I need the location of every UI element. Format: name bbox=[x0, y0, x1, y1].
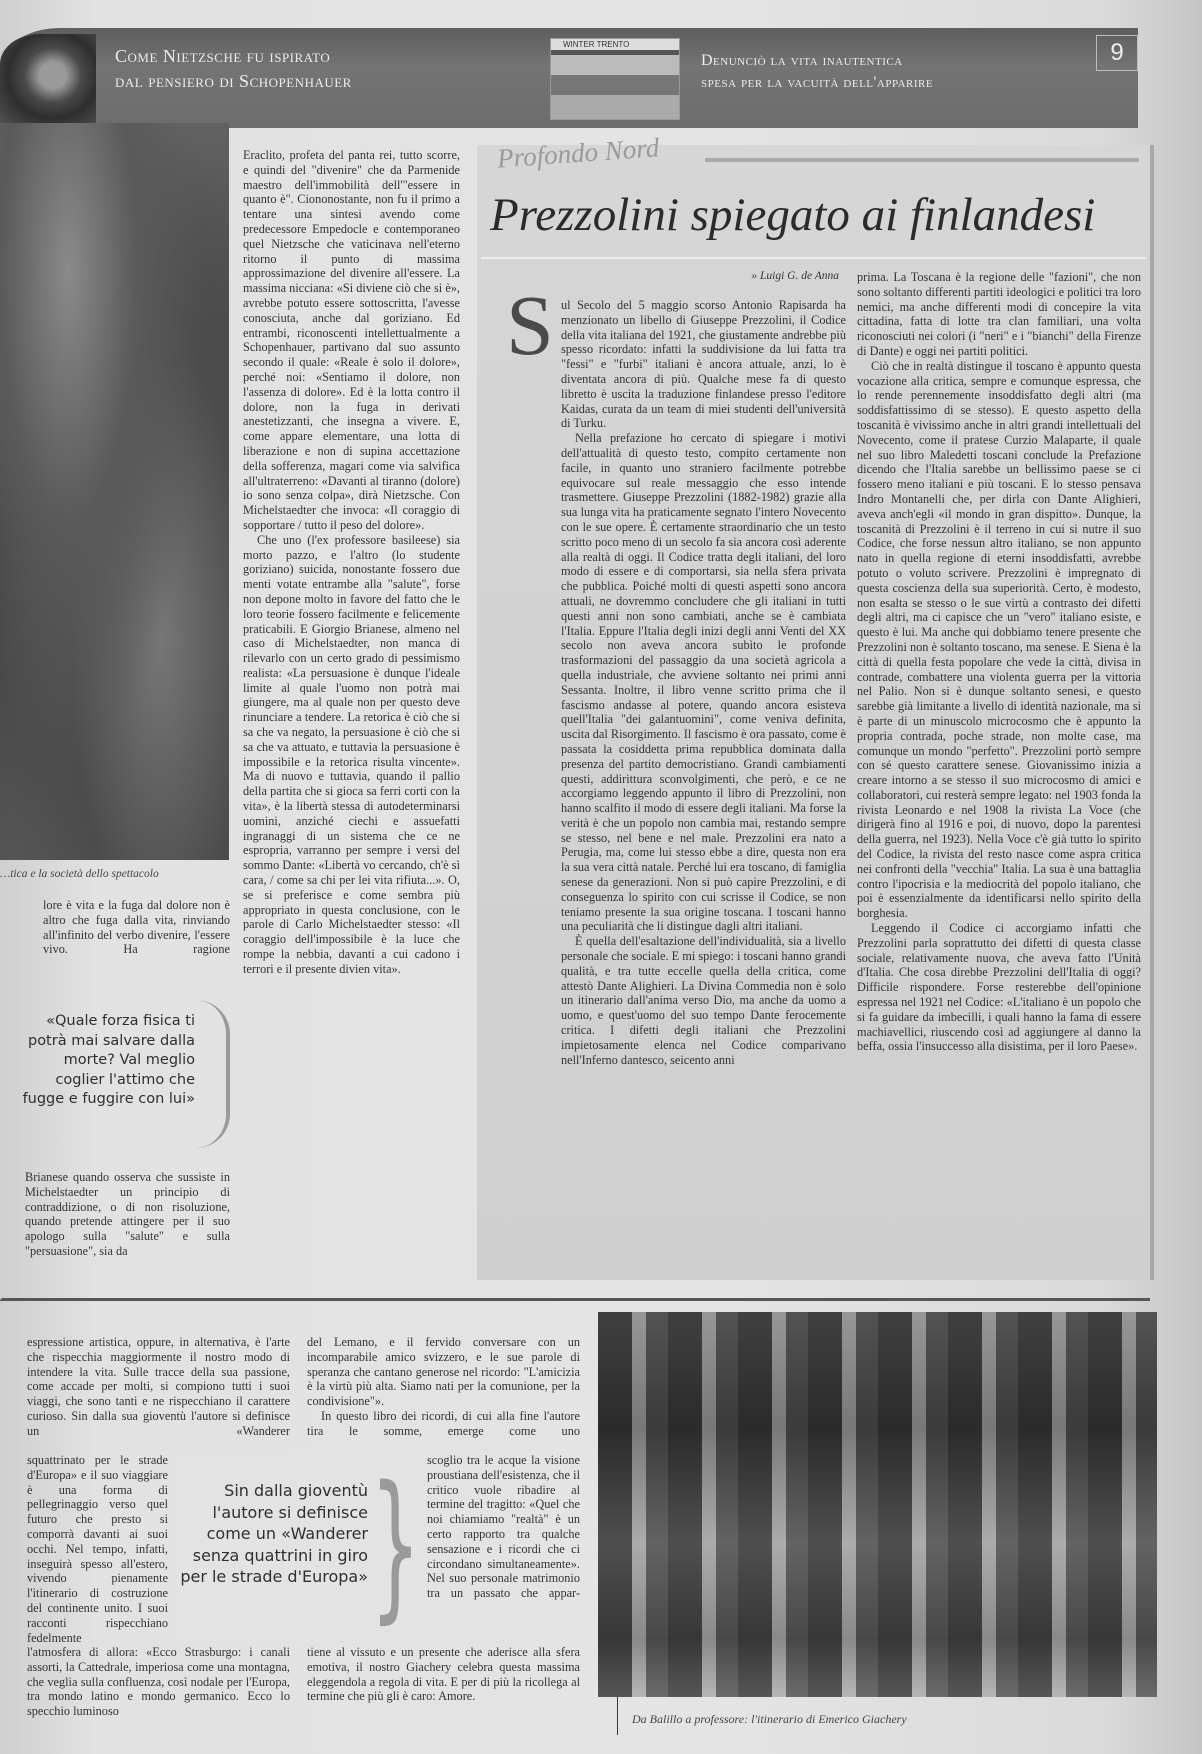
bottom-col2-top bbox=[307, 1335, 580, 1439]
header-left-teaser[interactable] bbox=[115, 44, 352, 94]
header-right-title-line2: spesa per la vacuità dell'apparire bbox=[701, 74, 934, 91]
left-col1-bottom-text: Brianese quando osserva che sussiste in Michelstaedter un principio di contraddizione, o di non risoluzione, quando pretende attingere per il suo apologo sulla "salute" e sulla "persuasione", sia da bbox=[25, 1170, 230, 1258]
left-photo-caption: …tica e la società dello spettacolo bbox=[0, 868, 159, 880]
left-col2-paragraph: Che uno (l'ex professore basileese) sia morto pazzo, e l'altro (lo studente goriziano) suicida, nonostante fossero due menti votate entrambe alla "salute", forse non depone molto in favore del fatto che le loro teorie fossero facilmente e felicemente praticabili. E Giorgio Brianese, almeno nel caso di Michelstaedter, non manca di rilevarlo con un certo grado di pessimismo realista: «La persuasione è dunque l'ideale limite al quale l'uomo non potrà mai giungere, ma al quale non per questo deve rinunciare a tendere. La retorica è ciò che si sa che va negato, la persuasione è ciò che si sa che va attuato, e tuttavia la persuasione è impossibile e la retorica risulta vincente». Ma di nuovo e tuttavia, quando il pallio della partita che si gioca sa ferri corti con la vita», è la libertà stessa di autodeterminarsi uomini, anziché ciechi e assuefatti ingranaggi di un sistema che ce ne espropria, varranno per sempre i versi del sommo Dante: «Libertà vo cercando, ch'è sì cara, / come sa chi per lei vita rifiuta...». O, se si preferisce e come sembra più appropriato in questa conclusione, con le parole di Carlo Michelstaedter stesso: «Il coraggio dell'impossibile è la luce che rompe la nebbia, davanti a cui cadono i terrori e il presente divien vita». bbox=[243, 532, 460, 976]
article-byline: » Luigi G. de Anna bbox=[751, 270, 839, 282]
article-headline: Prezzolini spiegato ai finlandesi bbox=[490, 189, 1096, 241]
left-col2-paragraph: Eraclito, profeta del panta rei, tutto scorre, e quindi del "divenire" che da Parmenide maestro dell'immobilità dell'"essere in quanto è". Ciononostante, non fu il primo a tentare una sintesi avendo come predecessore Empedocle e contemporaneo quel Nietzsche che vaticinava nell'eterno ritorno il punto di massima approssimazione del divenire all'essere. La massima nicciana: «Si diviene ciò che si è», avrebbe potuto essere sottoscritta, l'avesse conosciuta, anche dal goriziano. Ed entrambi, riconoscenti intellettualmente a Schopenhauer, partivano dal suo assunto secondo il quale: «Reale è solo il dolore», perché noi: «Sentiamo il dolore, non l'assenza di dolore». Ed è la lotta contro il dolore, non la fuga in derivati anestetizzanti, che insegna a vivere. E, come appare elementare, una lotta di liberazione e non di supina accettazione della sofferenza, magari come via salvifica all'ultraterreno: «Davanti al tiranno (dolore) io sono senza colpa», dirà Nietzsche. Con Michelstaedter che invoca: «Il coraggio di sopportare / tutto il peso del dolore». bbox=[243, 148, 460, 532]
left-pull-quote: «Quale forza fisica ti potrà mai salvare dalla morte? Val meglio coglier l'attimo che fugge e fuggire con lui» bbox=[22, 1013, 195, 1107]
header-left-title-line1: Come Nietzsche fu ispirato bbox=[115, 46, 331, 66]
header-right-teaser[interactable] bbox=[701, 50, 933, 94]
section-label-profondo-nord: Profondo Nord bbox=[496, 132, 661, 174]
bottom-pull-quote: Sin dalla gioventù l'autore si definisce come un «Wanderer senza quattrini in giro per le strade d'Europa» bbox=[180, 1481, 368, 1586]
pull-quote-brace-icon: } bbox=[370, 1451, 421, 1638]
bottom-col1-middle-text: squattrinato per le strade d'Europa» e il suo viaggiare è una forma di pellegrinaggio verso quel futuro che presto si comporrà davanti ai suoi occhi. Nel tempo, infatti, inseguirà spesso all'estero, vivendo pienamente l'itinerario di costruzione del continente unito. I suoi racconti rispecchiano fedelmente bbox=[27, 1453, 168, 1645]
main-col-b-paragraph: Ciò che in realtà distingue il toscano è appunto questa vocazione alla critica, sempre e comunque espressa, che lo rende perennemente insoddisfatto degli altri (ma soddisfattissimo di se stesso). E questo aspetto della toscanità è vivissimo anche in altri grandi intellettuali del Novecento, come il pratese Curzio Malaparte, il quale nel suo libro Maledetti toscani conclude la Prefazione dicendo che l'Italia sarebbe un bellissimo paese se ci fossero meno italiani e più toscani. E lo stesso pensava Indro Montanelli che, per dirla con Dante Alighieri, aveva anch'egli «il mondo in gran dispitto». Dunque, la toscanità di Prezzolini è il terreno in cui si nutre il suo Codice, che forse nessun altro italiano, se non appunto nato in quella regione di eterni insoddisfatti, avrebbe potuto o voluto scrivere. Prezzolini è impregnato di questa coscienza della sua superiorità. Certo, è modesto, non esalta se stesso o le sue virtù a contrasto dei difetti degli altri, ma ci capisce che un "vero" italiano esiste, e questo è lui. Ma anche qui dobbiamo tenere presente che Prezzolini non è soltanto toscano, ma senese. E Siena è la città di quella festa popolare che vede la città, divisa in contrade, combattere una violenta guerra per la vittoria nel Palio. Non si è dunque soltanto senesi, e questo sarebbe già limitante a livello di identità nazionale, ma si è parte di un minuscolo microcosmo che è appunto la propria contrada, poche strade, non molte case, ma comunque un mondo "perfetto". Prezzolini portò sempre con sé questo carattere senese. Giovanissimo inizia a creare intorno a se stesso il suo microcosmo di amici e collaboratori, cui resterà sempre legato: nel 1903 fonda la rivista Leonardo e nel 1908 la rivista La Voce (che dirigerà fino al 1916 e poi, di nuovo, dopo la parentesi della guerra, nel 1923). Nella Voce c'è già tutto lo spirito del Codice, la rivista del resto nasce come aspra critica nei confronti della "vecchia" Italia. La sua è una battaglia contro l'ipocrisia e la mediocrità del popolo italiano, che poi è essenzialmente da identificarsi nello spirito della borghesia. bbox=[857, 358, 1141, 921]
bottom-col2-middle-text: scoglio tra le acque la visione proustiana dell'esistenza, che il critico vuole ribadire al termine del tragitto: «Quel che noi chiamiamo "realtà" è un certo rapporto tra qualche sensazione e i ricordi che ci circondano simultaneamente». Nel suo personale matrimonio tra un passato che appar- bbox=[427, 1453, 580, 1601]
section-rule bbox=[705, 158, 1139, 162]
left-article-photo bbox=[0, 123, 229, 860]
main-col-b-paragraph: Leggendo il Codice ci accorgiamo infatti che Prezzolini parla soprattutto dei difetti di questa classe sociale, relativamente nuova, che aveva fatto l'Unità d'Italia. Che cosa direbbe Prezzolini dell'Italia di oggi? Difficile rispondere. Forse resterebbe dell'opinione espressa nel 1921 nel Codice: «L'italiano è un popolo che si fa guidare da imbecilli, i quali hanno la fama di essere machiavellici, riuscendo così ad aggiungere al danno la beffa, ossia l'insuccesso alla disistima, per il loro Paese». bbox=[857, 921, 1141, 1054]
page-number: 9 bbox=[1096, 35, 1138, 71]
header-left-title-line2: dal pensiero di Schopenhauer bbox=[115, 71, 352, 91]
drop-cap: S bbox=[506, 277, 554, 373]
pull-quote-bracket-icon bbox=[196, 1000, 230, 1148]
bottom-section-divider bbox=[0, 1298, 1150, 1301]
bottom-col1-bottom-text: l'atmosfera di allora: «Ecco Strasburgo: i canali assorti, la Cattedrale, imperiosa come una montagna, che veglia sulla confluenza, così nodale per l'Europa, tra mondo latino e mondo germanico. Ecco lo specchio luminoso bbox=[27, 1645, 290, 1719]
left-col1-top-text: lore è vita e la fuga dal dolore non è altro che fuga dalla vita, rinviando all'infinito del verbo divenire, l'essere vivo. Ha ragione bbox=[43, 898, 230, 957]
main-col-a-paragraph: ul Secolo del 5 maggio scorso Antonio Rapisarda ha menzionato un libello di Giuseppe Prezzolini, il Codice della vita italiana del 1921, che giustamente andrebbe più spesso ricordato: infatti la suddivisione da lui fatta tra "fessi" e "furbi" italiani è ancora attuale, anzi, lo è diventata ancora di più. Qualche mese fa di questo libretto è uscita la traduzione finlandese presso l'editore Kaidas, curata da un team di miei studenti dell'università di Turku. bbox=[561, 298, 846, 431]
bottom-col2-bottom-text: tiene al vissuto e un presente che aderisce alla sfera emotiva, il nostro Giachery celebra questa massima eleggendola a regola di vita. E per di più la ricollega al termine che più gli è caro: Amore. bbox=[307, 1645, 580, 1704]
main-col-a bbox=[561, 298, 846, 1067]
bottom-col2-paragraph: del Lemano, e il fervido conversare con un incomparabile amico svizzero, e le sue parole di speranza che cantano generose nel ricordo: "L'amicizia è la virtù più alta. Siamo nati per la comunione, per la condivisione"». bbox=[307, 1335, 580, 1409]
balilla-boys-marching-photo bbox=[598, 1312, 1157, 1697]
header-right-title-line1: Denunciò la vita inautentica bbox=[701, 52, 903, 69]
caption-rule bbox=[617, 1697, 618, 1735]
main-col-a-paragraph: Nella prefazione ho cercato di spiegare i motivi dell'attualità di questo testo, compito certamente non facile, in quanto uno straniero facilmente potrebbe equivocare sul reale messaggio che esso intende trasmettere. Giuseppe Prezzolini (1882-1982) grazie alla sua lunga vita ha praticamente segnato l'intero Novecento con le sue opere. È certamente straordinario che un testo scritto poco meno di un secolo fa sia ancora così aderente alla realtà di oggi. Il Codice tratta degli italiani, del loro modo di essere e di comportarsi, sia nella sfera privata che pubblica. Poiché molti di questi aspetti sono ancora attuali, ne dovremmo concludere che gli italiani in tutti questi anni non sono cambiati, anche se è cambiata l'Italia. Eppure l'Italia degli inizi degli anni Venti del XX secolo non aveva ancora subìto le profonde trasformazioni del passaggio da una società agricola a quella industriale, che avviene soltanto nei primi anni Sessanta. Inoltre, il libro venne scritto prima che il fascismo andasse al potere, quando ancora esisteva quell'Italia "dei galantuomini", come veniva definita, uscita dal Risorgimento. Il fascismo è ora passato, come è passata la cosiddetta prima repubblica dominata dalla presenza del partito democristiano. Grandi cambiamenti questi, addirittura sconvolgimenti, che però, e ce ne accorgiamo leggendo appunto il libro di Prezzolini, non hanno scalfito il modo di essere degli italiani. Ma forse la verità è che un popolo non cambia mai, restando sempre se stesso, nel bene e nel male. Prezzolini era nato a Perugia, ma, come lui stesso ebbe a dire, questa non era la sua vera città natale. Perché lui era toscano, di famiglia senese da generazioni. Non si può capire Prezzolini, e di conseguenza lo spirito con cui scrisse il Codice, se non teniamo presente la sua origine toscana. I toscani hanno una peculiarità che li distingue dagli altri italiani. bbox=[561, 431, 846, 934]
thumbnail-label: WINTER TRENTO bbox=[563, 40, 630, 49]
bottom-col1-top-text: espressione artistica, oppure, in alternativa, è l'arte che rispecchia maggiormente il nostro modo di intendere la vita. Sulle tracce della sua passione, come accade per molti, si compiono tutti i suoi viaggi, che sono tanti e ne rispecchiano il carattere curioso. Sin dalla sua gioventù l'autore si definisce un «Wanderer bbox=[27, 1335, 290, 1438]
main-col-b bbox=[857, 270, 1141, 1054]
left-col2 bbox=[243, 148, 460, 977]
main-col-a-paragraph: È quella dell'esaltazione dell'individualità, sia a livello personale che sociale. E mi spiego: i toscani hanno grandi qualità, e tra tutte eccelle quella della critica, come attestò Dante Alighieri. La Divina Commedia non è solo un itinerario dall'anima verso Dio, ma anche da uomo a uomo, e quest'uomo del suo tempo Dante ferocemente critica. I difetti degli italiani che Prezzolini impietosamente elenca nel Codice comparivano nell'Inferno dantesco, seicento anni bbox=[561, 934, 846, 1067]
headline-rule bbox=[481, 257, 1146, 259]
bottom-col2-paragraph: In questo libro dei ricordi, di cui alla fine l'autore tira le somme, emerge come uno bbox=[307, 1408, 580, 1438]
header-thumbnail-image bbox=[550, 38, 680, 120]
nietzsche-portrait-image bbox=[0, 34, 96, 126]
main-col-b-paragraph: prima. La Toscana è la regione delle "fazioni", che non sono soltanto differenti partiti ideologici e politici tra loro nemici, ma anche differenti modi di concepire la vita cittadina, fatta di lotte tra clan familiari, una volta riconosciuti nei colori (i "neri" e i "bianchi" della Firenze di Dante) e oggi nei partiti politici. bbox=[857, 270, 1141, 358]
bottom-photo-caption: Da Balillo a professore: l'itinerario di Emerico Giachery bbox=[632, 1712, 907, 1726]
